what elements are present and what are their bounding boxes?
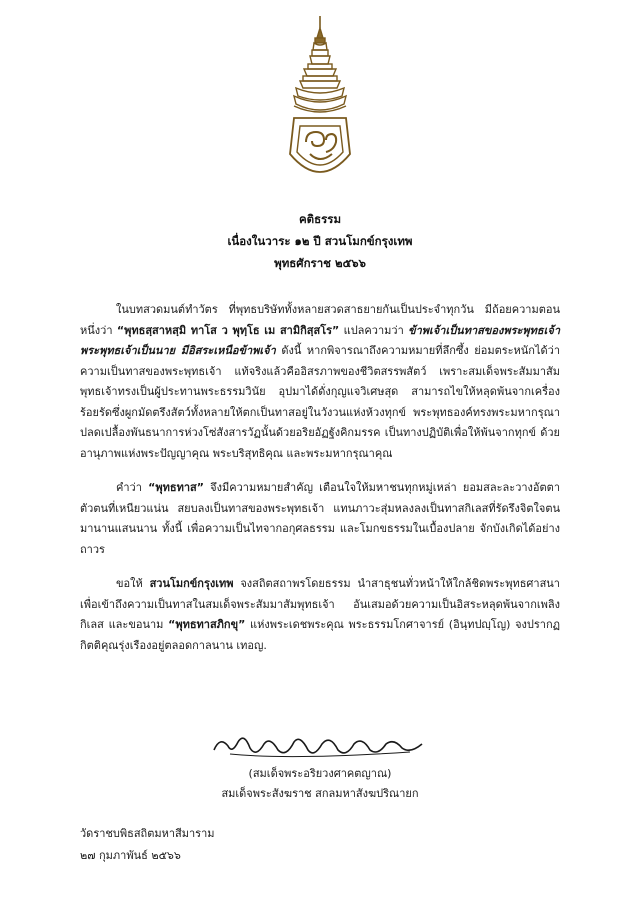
paragraph-2-text-b: จึงมีความหมายสำคัญ เตือนใจให้มหาชนทุกหมู่เหล่า ยอมสละละวางอัตตาตัวตนที่เหนียวแน่น สยบลงเป็นทาสของพระพุทธเจ้า แทนภาวะสุ่มหลงลงเป็นทาสกิเลสที่รัดรึงจิตใจตนมานานแสนนาน ทั้งนี้ เพื่อความเป็นไทจากอกุศลธรรม และโมกขธรรมในเบื้องปลาย จักบังเกิดได้อย่างถาวร xyxy=(80,481,560,556)
paragraph-1-text-b: แปลความว่า xyxy=(339,323,409,337)
paragraph-1-text-a: ในบทสวดมนต์ทำวัตร ที่พุทธบริษัททั้งหลายสวดสาธยายกันเป็นประจำทุกวัน มีถ้อยความตอนหนึ่งว่า xyxy=(80,303,560,337)
paragraph-3-text-c: แห่งพระเดชพระคุณ พระธรรมโกศาจารย์ (อินฺทปญฺโญ) จงปรากฏกิตติคุณรุ่งเรืองอยู่ตลอดกาลนาน เทอญ. xyxy=(80,618,560,652)
paragraph-3 xyxy=(80,574,560,656)
paragraph-2-term: “พุทธทาส” xyxy=(148,481,204,494)
paragraph-3-text-b: จงสถิตสถาพรโดยธรรม นำสาธุชนทั่วหน้าให้ใกล้ชิดพระพุทธศาสนา เพื่อเข้าถึงความเป็นทาสในสมเด็จพระสัมมาสัมพุทธเจ้า อันเสมอด้วยความเป็นอิสระหลุดพ้นจากเพลิงกิเลส และขอนาม xyxy=(80,577,560,631)
signature-name: (สมเด็จพระอริยวงศาคตญาณ) xyxy=(248,767,392,780)
header-title: คติธรรม xyxy=(298,212,342,226)
paragraph-1-text-c: ดังนี้ หากพิจารณาถึงความหมายที่ลึกซึ้ง ย่อมตระหนักได้ว่า ความเป็นทาสของพระพุทธเจ้า แท้จริงแล้วคืออิสรภาพของชีวิตสรรพสัตว์ เพราะสมเด็จพระสัมมาสัมพุทธเจ้าทรงเป็นผู้ประทานพระธรรมวินัย อุปมาได้ดั่งกุญแจวิเศษสุด สามารถไขให้หลุดพ้นจากเครื่องร้อยรัดซึ่งผูกมัดตรึงสัตว์ทั้งหลายให้ตกเป็นทาสอยู่ในวังวนแห่งห้วงทุกข์ พระพุทธองค์ทรงพระมหากรุณาปลดเปลื้องพันธนาการห่วงโซ่สังสารวัฏนั้นด้วยอริยอัฏฐังคิกมรรค เป็นทางปฏิบัติเพื่อให้พ้นจากทุกข์ ด้วยอานุภาพแห่งพระปัญญาคุณ พระบริสุทธิคุณ และพระมหากรุณาคุณ xyxy=(80,344,560,460)
footer-date: ๒๗ กุมภาพันธ์ ๒๕๖๖ xyxy=(80,849,181,862)
header-subtitle: เนื่องในวาระ ๑๒ ปี สวนโมกข์กรุงเทพ xyxy=(227,234,413,248)
paragraph-3-place: สวนโมกข์กรุงเทพ xyxy=(149,577,234,590)
paragraph-1 xyxy=(80,300,560,464)
document-body xyxy=(80,300,560,670)
paragraph-1-translation: ข้าพเจ้าเป็นทาสของพระพุทธเจ้า พระพุทธเจ้าเป็นนาย มีอิสระเหนือข้าพเจ้า xyxy=(80,323,561,357)
handwritten-signature xyxy=(200,728,440,762)
paragraph-2-text-a: คำว่า xyxy=(116,481,149,494)
footer-place: วัดราชบพิธสถิตมหาสีมาราม xyxy=(80,827,215,840)
signature-title: สมเด็จพระสังฆราช สกลมหาสังฆปริณายก xyxy=(221,787,419,800)
header-era: พุทธศักราช ๒๕๖๖ xyxy=(274,256,366,270)
document-header xyxy=(0,208,640,274)
document-footer xyxy=(80,823,380,867)
signature-text xyxy=(0,764,640,804)
seal-emblem xyxy=(270,14,370,192)
paragraph-3-name: “พุทธทาสภิกขุ” xyxy=(168,618,246,631)
paragraph-3-text-a: ขอให้ xyxy=(116,577,150,590)
paragraph-2 xyxy=(80,478,560,560)
paragraph-1-pali-quote: “พุทธสฺสาหสฺมิ ทาโส ว พุทฺโธ เม สามิกิสฺสโร” xyxy=(116,323,340,337)
